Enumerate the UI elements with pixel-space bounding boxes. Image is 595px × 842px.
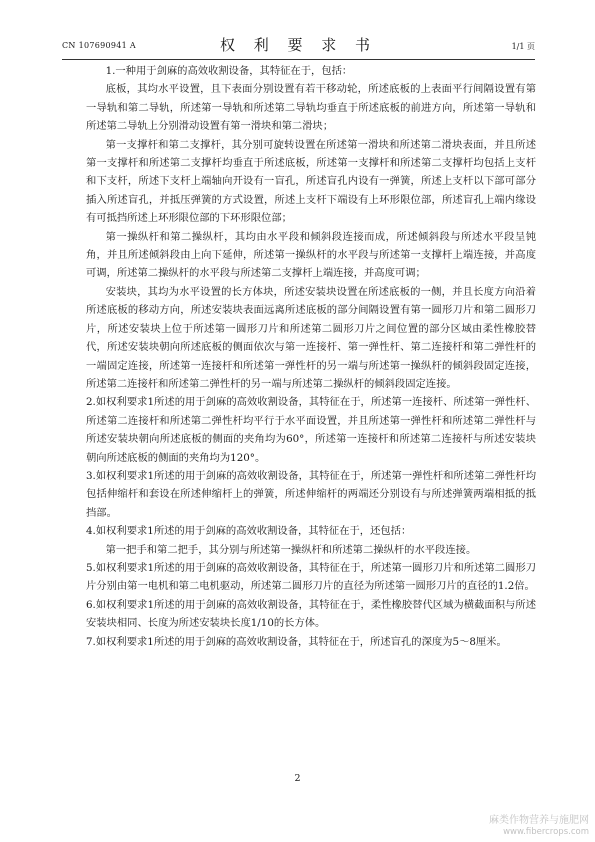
header-divider bbox=[62, 59, 535, 60]
document-title: 权 利 要 求 书 bbox=[219, 36, 378, 54]
document-header bbox=[62, 33, 535, 57]
claim-paragraph: 3.如权利要求1所述的用于剑麻的高效收割设备，其特征在于，所述第一弹性杆和所述第二弹性杆均包括伸缩杆和套设在所述伸缩杆上的弹簧，所述伸缩杆的两端还分别设有与所述弹簧两端相抵的抵挡部。 bbox=[86, 469, 536, 519]
claim-paragraph: 第一支撑杆和第二支撑杆，其分别可旋转设置在所述第一滑块和所述第二滑块表面，并且所述第一支撑杆和所述第二支撑杆均垂直于所述底板，所述第一支撑杆和所述第二支撑杆均包括上支杆和下支杆，所述下支杆上端轴向开设有一盲孔，所述盲孔内设有一弹簧，所述上支杆以下部可部分插入所述盲孔，并抵压弹簧的方式设置，所述上支杆下端设有上环形限位部，所述盲孔上端内缘设有可抵挡所述上环形限位部的下环形限位部； bbox=[86, 138, 536, 225]
claim-paragraph: 5.如权利要求1所述的用于剑麻的高效收割设备，其特征在于，所述第一圆形刀片和所述第二圆形刀片分别由第一电机和第二电机驱动，所述第二圆形刀片的直径为所述第一圆形刀片的直径的1.2倍。 bbox=[86, 561, 536, 593]
watermark-site-name: 麻类作物营养与施肥网 bbox=[489, 815, 589, 826]
claim-paragraph: 4.如权利要求1所述的用于剑麻的高效收割设备，其特征在于，还包括： bbox=[86, 525, 412, 538]
claims-body bbox=[86, 62, 536, 651]
claim-paragraph: 安装块，其均为水平设置的长方体块，所述安装块设置在所述底板的一侧，并且长度方向沿着所述底板的移动方向，所述安装块表面远离所述底板的部分间隔设置有第一圆形刀片和第二圆形刀片，所述安装块上位于所述第一圆形刀片和所述第二圆形刀片之间位置的部分区域由柔性橡胶替代，所述安装块朝向所述底板的侧面依次与第一连接杆、第一弹性杆、第二连接杆和第二弹性杆的一端固定连接，所述第一连接杆和所述第一弹性杆的另一端与所述第一操纵杆的倾斜段固定连接，所述第二连接杆和所述第二弹性杆的另一端与所述第二操纵杆的倾斜段固定连接。 bbox=[86, 285, 536, 390]
page-info: 1/1 页 bbox=[511, 42, 535, 51]
claim-paragraph: 第一把手和第二把手，其分别与所述第一操纵杆和所述第二操纵杆的水平段连接。 bbox=[105, 543, 477, 556]
claim-paragraph: 6.如权利要求1所述的用于剑麻的高效收割设备，其特征在于，柔性橡胶替代区域为横截面积与所述安装块相同、长度为所述安装块长度1/10的长方体。 bbox=[86, 598, 536, 630]
watermark-url: www.fibercrops.com bbox=[503, 827, 589, 837]
publication-number: CN 107690941 A bbox=[62, 41, 136, 50]
claim-paragraph: 1.一种用于剑麻的高效收割设备，其特征在于，包括： bbox=[105, 65, 353, 77]
site-watermark bbox=[439, 815, 589, 838]
claim-paragraph: 第一操纵杆和第二操纵杆，其均由水平段和倾斜段连接而成，所述倾斜段与所述水平段呈钝角，并且所述倾斜段由上向下延伸，所述第一操纵杆的水平段与所述第一支撑杆上端连接，并高度可调，所述第二操纵杆的水平段与所述第二支撑杆上端连接，并高度可调； bbox=[86, 230, 536, 280]
claim-paragraph: 2.如权利要求1所述的用于剑麻的高效收割设备，其特征在于，所述第一连接杆、所述第一弹性杆、所述第二连接杆和所述第二弹性杆均平行于水平面设置，并且所述第一弹性杆和所述第二弹性杆与所述安装块朝向所述底板的侧面的夹角均为60°，所述第一连接杆和所述第二连接杆与所述安装块朝向所述底板的侧面的夹角均为120°。 bbox=[86, 396, 536, 464]
claim-paragraph: 7.如权利要求1所述的用于剑麻的高效收割设备，其特征在于，所述盲孔的深度为5～8厘米。 bbox=[86, 635, 507, 648]
claim-paragraph: 底板，其均水平设置，且下表面分别设置有若干移动轮，所述底板的上表面平行间隔设置有第一导轨和第二导轨，所述第一导轨和所述第二导轨均垂直于所述底板的前进方向，所述第一导轨和所述第二导轨上分别滑动设置有第一滑块和第二滑块； bbox=[86, 83, 536, 133]
page-number: 2 bbox=[294, 773, 301, 784]
